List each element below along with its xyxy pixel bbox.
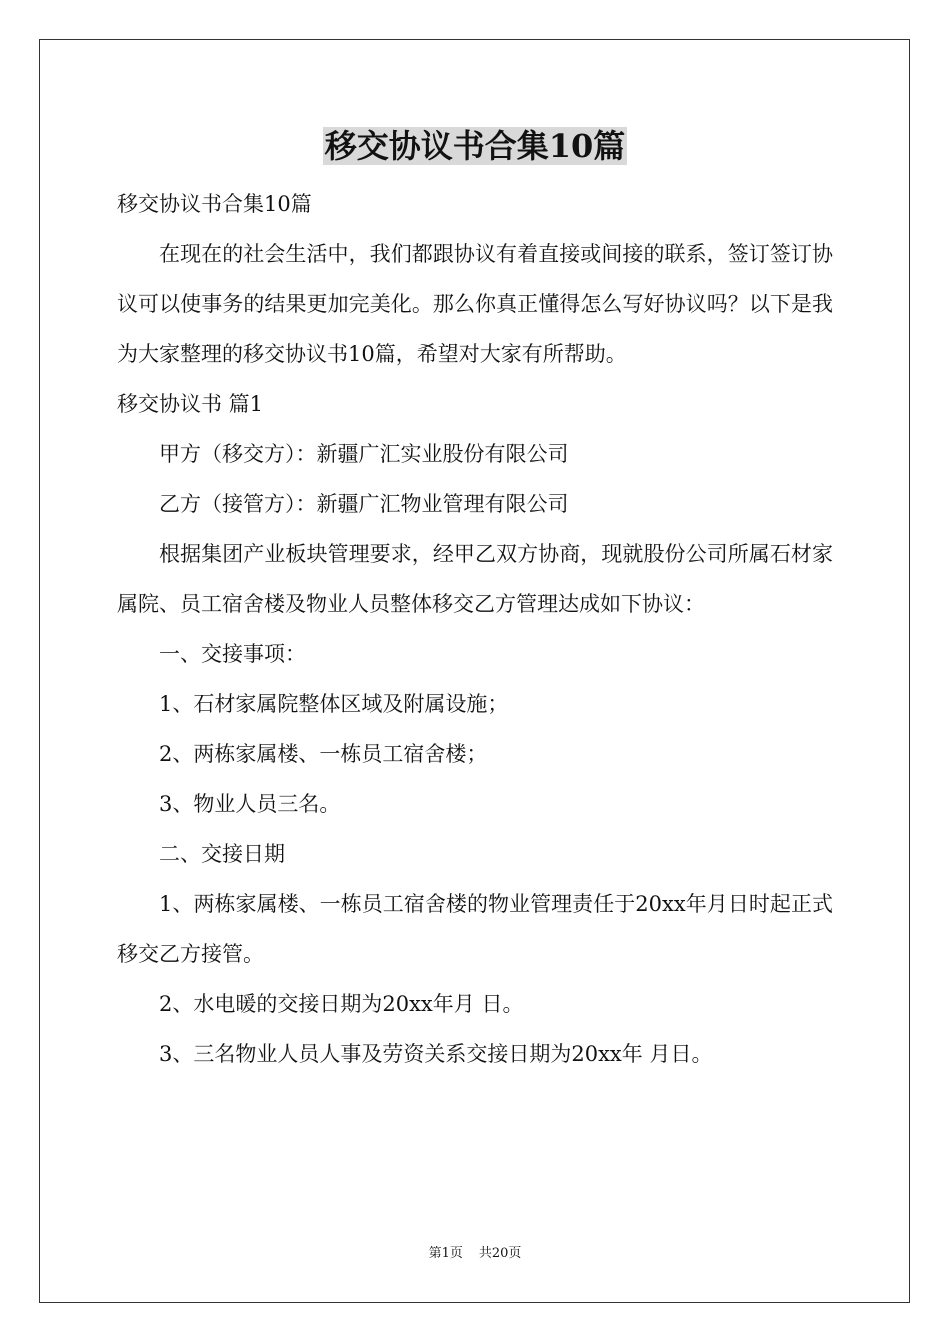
- intro-paragraph: 在现在的社会生活中，我们都跟协议有着直接或间接的联系，签订签订协议可以使事务的结果更加完美化。那么你真正懂得怎么写好协议吗？以下是我为大家整理的移交协议书10篇，希望对大家有所帮助。: [117, 242, 833, 366]
- clause-item-2-2: 2、水电暖的交接日期为20xx年月 日。: [159, 992, 524, 1016]
- agreement-basis: 根据集团产业板块管理要求，经甲乙双方协商，现就股份公司所属石材家属院、员工宿舍楼及物业人员整体移交乙方管理达成如下协议：: [117, 542, 833, 616]
- section-heading: 移交协议书 篇1: [117, 392, 264, 416]
- clause-heading-1: 一、交接事项：: [159, 642, 306, 666]
- clause-item-1-2: 2、两栋家属楼、一栋员工宿舍楼；: [159, 742, 488, 766]
- party-b: 乙方（接管方）：新疆广汇物业管理有限公司: [159, 492, 569, 516]
- document-subtitle: 移交协议书合集10篇: [117, 192, 312, 216]
- page-footer: [0, 1244, 950, 1264]
- clause-item-1-1: 1、石材家属院整体区域及附属设施；: [159, 692, 509, 716]
- clause-item-2-1: 1、两栋家属楼、一栋员工宿舍楼的物业管理责任于20xx年月日时起正式移交乙方接管。: [117, 892, 833, 966]
- document-title: [0, 124, 950, 168]
- party-a: 甲方（移交方）：新疆广汇实业股份有限公司: [159, 442, 569, 466]
- page-number-current: 第1页: [428, 1246, 463, 1261]
- clause-heading-2: 二、交接日期: [159, 842, 285, 866]
- clause-item-2-3: 3、三名物业人员人事及劳资关系交接日期为20xx年 月日。: [159, 1042, 713, 1066]
- document-body: [117, 179, 833, 1079]
- page-number-total: 共20页: [478, 1246, 522, 1261]
- document-title-text: 移交协议书合集10篇: [324, 127, 626, 165]
- clause-item-1-3: 3、物业人员三名。: [159, 792, 341, 816]
